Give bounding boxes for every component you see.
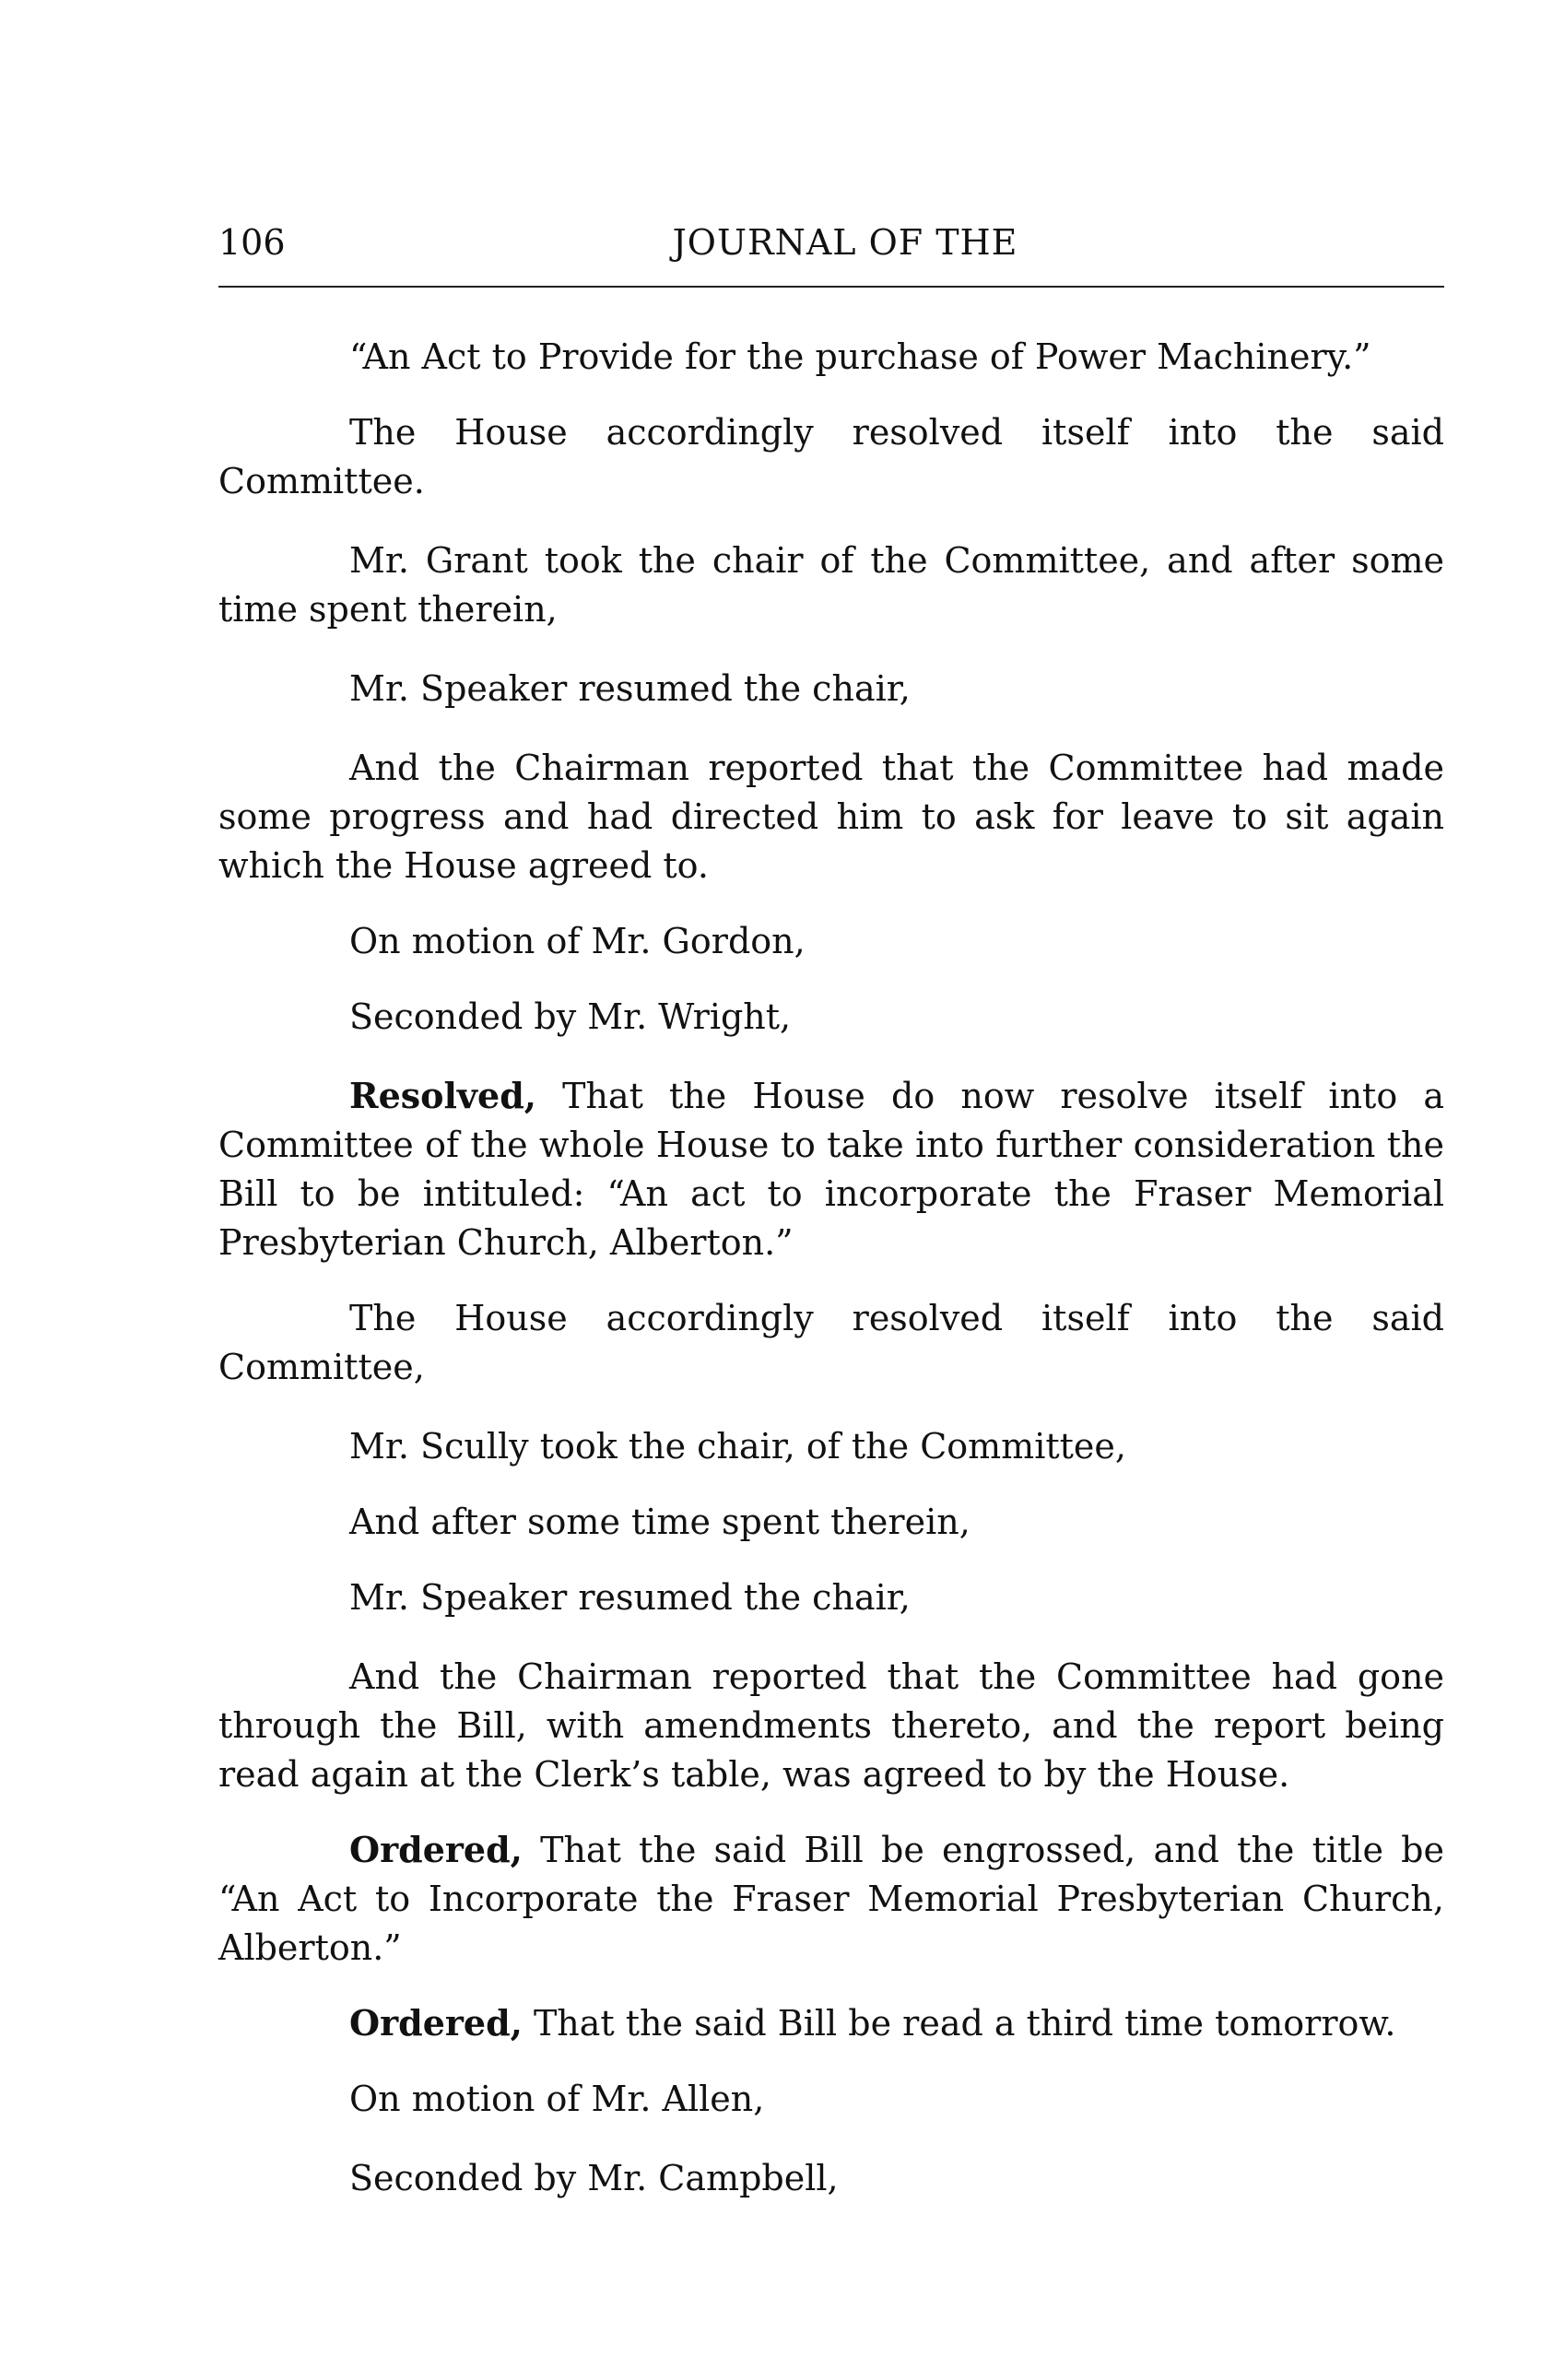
paragraph: On motion of Mr. Allen, — [349, 2079, 765, 2119]
paragraph: Mr. Speaker resumed the chair, — [349, 668, 911, 709]
header-rule — [218, 286, 1444, 288]
paragraph: Ordered, That the said Bill be read a third time tomorrow. — [349, 2002, 1396, 2044]
ordered-lead: Ordered, — [349, 2002, 523, 2044]
paragraph: Mr. Speaker resumed the chair, — [349, 1577, 911, 1618]
paragraph: Seconded by Mr. Wright, — [349, 996, 792, 1037]
page-number: 106 — [218, 222, 286, 263]
running-head: JOURNAL OF THE — [672, 222, 1018, 263]
page-body — [218, 332, 1444, 2203]
paragraph: The House accordingly resolved itself into the said Committee. — [218, 412, 1444, 501]
paragraph: And the Chairman reported that the Committee had made some progress and had directed him to ask for leave to sit again which the House agreed to. — [218, 748, 1444, 886]
paragraph: And after some time spent therein, — [349, 1502, 970, 1542]
paragraph: Seconded by Mr. Campbell, — [349, 2158, 839, 2198]
paragraph: Ordered, That the said Bill be engrossed, and the title be “An Act to Incorporate the Fraser Memorial Presbyterian Church, Alberton.” — [218, 1829, 1444, 1968]
paragraph: Resolved, That the House do now resolve itself into a Committee of the whole House to take into further consideration the Bill to be intituled: “An act to incorporate the Fraser Memorial Presbyterian Church, Alberton.” — [218, 1075, 1444, 1263]
paragraph: The House accordingly resolved itself into the said Committee, — [218, 1298, 1444, 1387]
resolved-lead: Resolved, — [349, 1075, 536, 1116]
ordered-lead: Ordered, — [349, 1829, 523, 1870]
paragraph: Mr. Scully took the chair, of the Committee, — [349, 1426, 1126, 1467]
paragraph: And the Chairman reported that the Committee had gone through the Bill, with amendments thereto, and the report being read again at the Clerk’s table, was agreed to by the House. — [218, 1656, 1444, 1795]
paragraph: “An Act to Provide for the purchase of Power Machinery.” — [349, 336, 1371, 377]
paragraph: Mr. Grant took the chair of the Committee, and after some time spent therein, — [218, 540, 1444, 630]
page-header — [218, 219, 1444, 275]
paragraph: On motion of Mr. Gordon, — [349, 921, 806, 961]
